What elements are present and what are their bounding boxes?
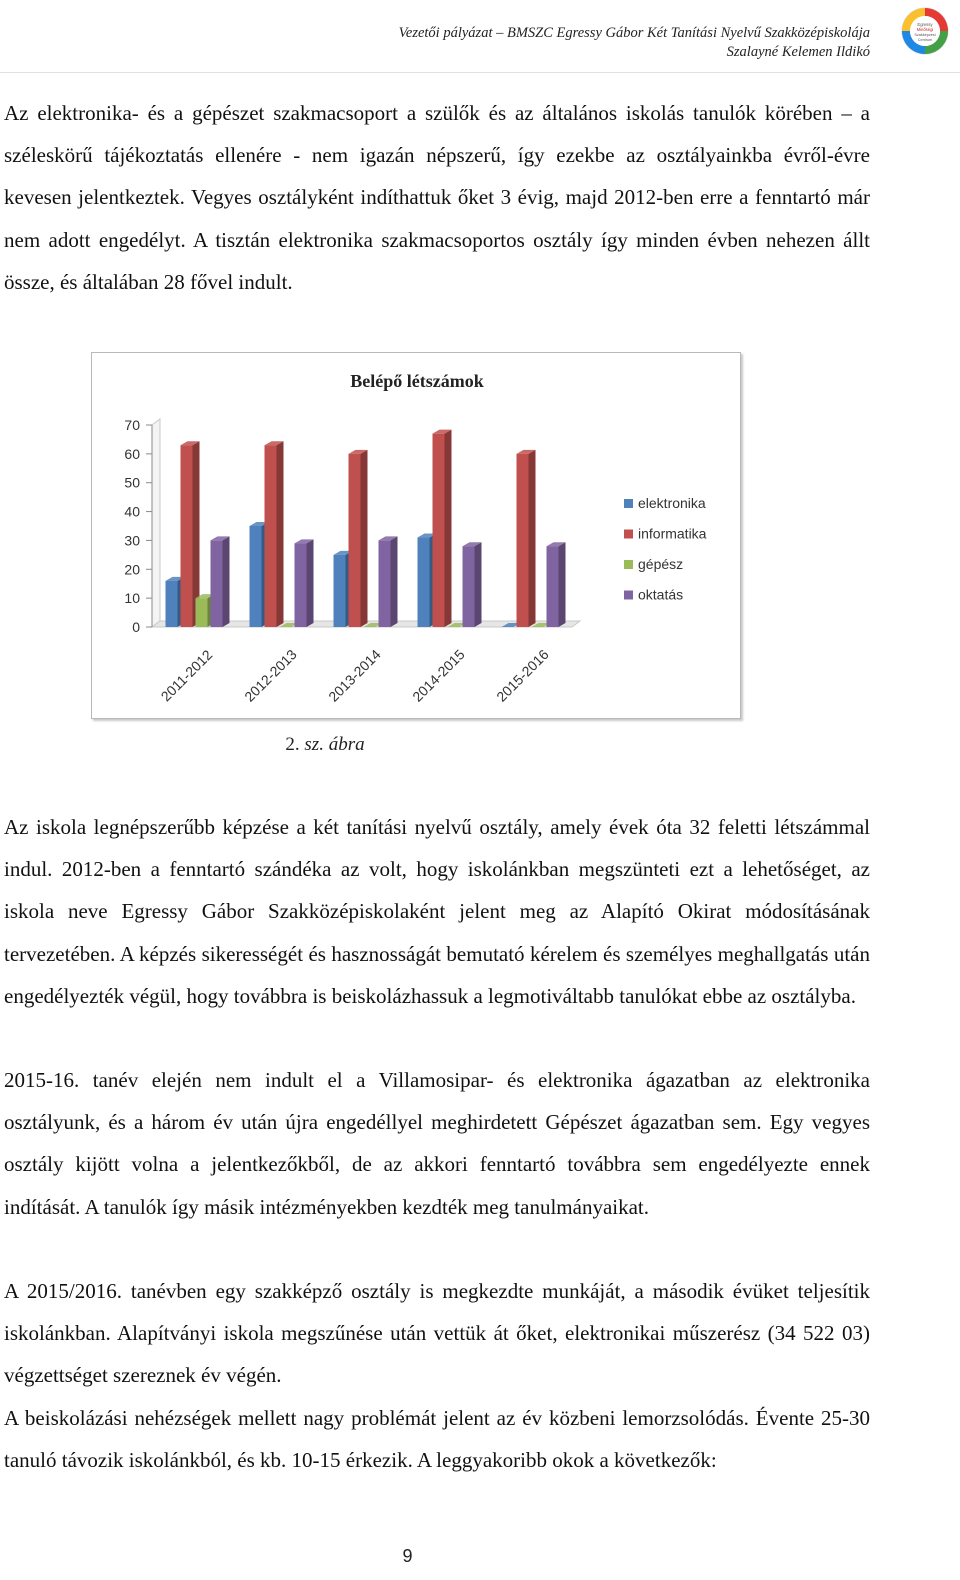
header-author: Szalayné Kelemen Ildikó [726, 44, 870, 60]
bar-oktatás-2012-2013 [295, 539, 314, 627]
bar-oktatás-2015-2016 [547, 542, 566, 627]
x-tick-label: 2013-2014 [325, 646, 384, 705]
legend-swatch-gépész [624, 560, 633, 569]
legend-label-oktatás: oktatás [638, 586, 684, 603]
logo-text-2: Minőségi [916, 27, 934, 32]
legend-label-elektronika: elektronika [638, 495, 706, 511]
y-tick-label: 60 [124, 445, 140, 462]
paragraph-dropout: A beiskolázási nehézségek mellett nagy problémát jelent az év közbeni lemorzsolódás. Évente 25-30 tanuló távozik iskolánkból, és kb. 10-15 érkezik. A leggyakoribb okok a következők: [4, 1406, 870, 1473]
paragraph-bilingual: Az iskola legnépszerűbb képzése a két tanítási nyelvű osztály, amely évek óta 32 feletti létszámmal indul. 2012-ben a fenntartó szándéka az volt, hogy iskolánkban megszünteti ezt a lehetőséget, az iskola neve Egressy Gábor Szakközépiskolaként jelent meg az Alapító Okirat módosításának tervezetében. A képzés sikerességét és hasznosságát bemutató kérelem és személyes meghallgatás után engedélyezték végül, hogy továbbra is beiskolázhassuk a legmotiváltabb tanulókat ebbe az osztályba. [4, 815, 870, 1008]
chart-container [91, 352, 741, 719]
bar-informatika-2012-2013 [265, 441, 284, 627]
y-tick-label: 40 [124, 503, 140, 520]
x-tick-label: 2014-2015 [409, 646, 468, 705]
paragraph-specializations: Az elektronika- és a gépészet szakmacsoport a szülők és az általános iskolás tanulók körében – a széleskörű tájékoztatás ellenére - nem igazán népszerű, így ezekbe az osztályainkba évről-évre kevesen jelentkeztek. Vegyes osztályként indíthattuk őket 3 évig, majd 2012-ben erre a fenntartó már nem adott engedélyt. A tisztán elektronika szakmacsoportos osztály így minden évben nehezen állt össze, és általában 28 fővel indult. [4, 101, 870, 294]
bar-oktatás-2011-2012 [211, 536, 230, 627]
chart-title: Belépő létszámok [350, 371, 484, 391]
y-tick-label: 10 [124, 590, 140, 607]
paragraph-vocational: A 2015/2016. tanévben egy szakképző osztály is megkezdte munkáját, a második évüket teljesítik iskolánkban. Alapítványi iskola megszűnése után vettük át őket, elektronikai műszerész (34 522 03) végzettséget szereznek év végén. [4, 1279, 870, 1388]
bar-informatika-2014-2015 [433, 430, 452, 627]
logo-text-3: Szakképzési [914, 33, 936, 37]
legend-swatch-oktatás [624, 591, 633, 600]
bar-informatika-2015-2016 [517, 450, 536, 627]
bar-oktatás-2014-2015 [463, 542, 482, 627]
header-title: Vezetői pályázat – BMSZC Egressy Gábor Két Tanítási Nyelvű Szakközépiskolája [398, 25, 870, 41]
logo-text-4: Centrum [917, 38, 933, 42]
legend-label-informatika: informatika [638, 525, 707, 542]
caption-number: 2. [285, 734, 300, 755]
bar-informatika-2013-2014 [349, 450, 368, 627]
legend-swatch-elektronika [624, 499, 633, 508]
enrollment-bar-chart [92, 353, 740, 718]
caption-text: sz. ábra [304, 734, 365, 755]
x-tick-label: 2015-2016 [493, 646, 552, 705]
x-tick-label: 2011-2012 [157, 646, 216, 705]
y-tick-label: 50 [124, 474, 140, 491]
y-tick-label: 20 [124, 561, 140, 578]
paragraph-2015-16: 2015-16. tanév elején nem indult el a Villamosipar- és elektronika ágazatban az elektronika osztályunk, és a három év után újra engedéllyel meghirdetett Gépészet ágazatban sem. Egy vegyes osztály kijött volna a jelentkezőkből, de az akkori fenntartó továbbra sem engedélyezte ennek indítását. A tanulók így másik intézményekben kezdték meg tanulmányaikat. [4, 1068, 870, 1219]
y-tick-label: 0 [132, 619, 140, 635]
legend-swatch-informatika [624, 530, 633, 539]
school-logo [900, 6, 950, 56]
running-header [399, 24, 870, 62]
legend-label-gépész: gépész [638, 556, 684, 572]
y-tick-label: 30 [124, 532, 140, 549]
y-tick-label: 70 [124, 417, 140, 433]
figure-caption [0, 734, 650, 756]
x-tick-label: 2012-2013 [241, 646, 300, 705]
chart-side-wall [152, 419, 160, 627]
page-number: 9 [402, 1546, 413, 1566]
logo-text-1: Egressy [917, 22, 933, 27]
header-divider [0, 72, 960, 73]
bar-oktatás-2013-2014 [379, 536, 398, 627]
